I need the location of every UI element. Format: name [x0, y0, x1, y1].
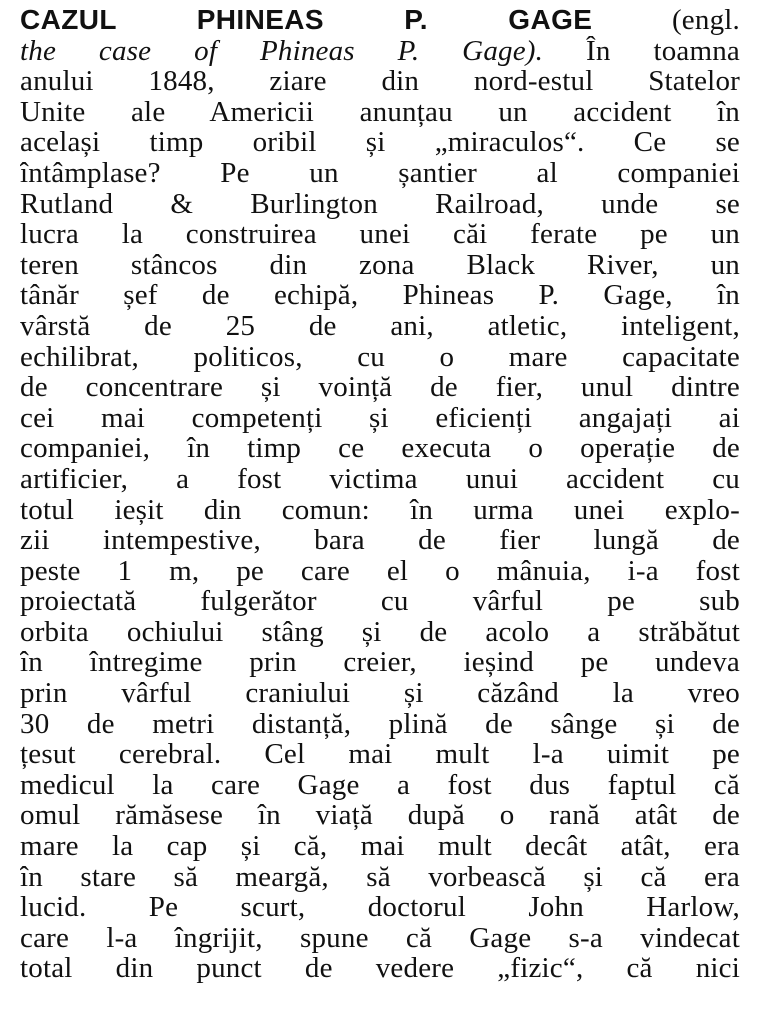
- article-body: [20, 66, 740, 984]
- text-line: companiei, în timp ce executa o operație de: [20, 433, 740, 464]
- text-line: vârstă de 25 de ani, atletic, inteligent,: [20, 310, 740, 342]
- text-line: în întregime prin creier, ieșind pe undeva: [20, 647, 740, 679]
- document-page: [20, 0, 740, 1024]
- text-line: același timp oribil și „miraculos“. Ce se: [20, 127, 740, 158]
- text-line: mare la cap și că, mai mult decât atât, era: [20, 831, 740, 862]
- text-line: tânăr șef de echipă, Phineas P. Gage, în: [20, 280, 740, 311]
- text-line: Unite ale Americii anunțau un accident în: [20, 96, 740, 128]
- text-line: Rutland & Burlington Railroad, unde se: [20, 188, 740, 220]
- text-line: în stare să meargă, să vorbească și că era: [20, 861, 740, 893]
- text-line: omul rămăsese în viață după o rană atât de: [20, 800, 740, 832]
- text-line: țesut cerebral. Cel mai mult l-a uimit pe: [20, 739, 740, 770]
- text-line: peste 1 m, pe care el o mânuia, i-a fost: [20, 555, 740, 587]
- text-line: lucid. Pe scurt, doctorul John Harlow,: [20, 892, 740, 923]
- heading-note: (engl.: [671, 5, 740, 36]
- text-line: întâmplase? Pe un șantier al companiei: [20, 157, 740, 189]
- text-line: lucra la construirea unei căi ferate pe un: [20, 219, 740, 250]
- text-line: teren stâncos din zona Black River, un: [20, 249, 740, 281]
- text-line: anului 1848, ziare din nord-estul Statelor: [20, 66, 740, 97]
- text-line: total din punct de vedere „fizic“, că nici: [20, 953, 740, 984]
- text-line: de concentrare și voință de fier, unul dintre: [20, 372, 740, 403]
- italic-translation: the case of Phineas P. Gage).: [20, 35, 544, 67]
- text-line: artificier, a fost victima unui accident cu: [20, 463, 740, 495]
- text-line: 30 de metri distanță, plină de sânge și de: [20, 708, 740, 740]
- text-line: totul ieșit din comun: în urma unei explo-: [20, 494, 740, 526]
- translation-line: [20, 36, 740, 67]
- text-line: zii intempestive, bara de fier lungă de: [20, 525, 740, 556]
- text-line: care l-a îngrijit, spune că Gage s-a vindecat: [20, 922, 740, 954]
- text-line-fragment: În toamna: [586, 35, 740, 67]
- article-heading: CAZUL PHINEAS P. GAGE: [20, 5, 593, 35]
- text-line: proiectată fulgerător cu vârful pe sub: [20, 586, 740, 617]
- heading-line: [20, 5, 740, 36]
- text-line: medicul la care Gage a fost dus faptul că: [20, 769, 740, 801]
- text-line: echilibrat, politicos, cu o mare capacitate: [20, 341, 740, 373]
- text-line: prin vârful craniului și căzând la vreo: [20, 678, 740, 709]
- text-line: cei mai competenți și eficienți angajați ai: [20, 402, 740, 434]
- text-line: orbita ochiului stâng și de acolo a străbătut: [20, 616, 740, 648]
